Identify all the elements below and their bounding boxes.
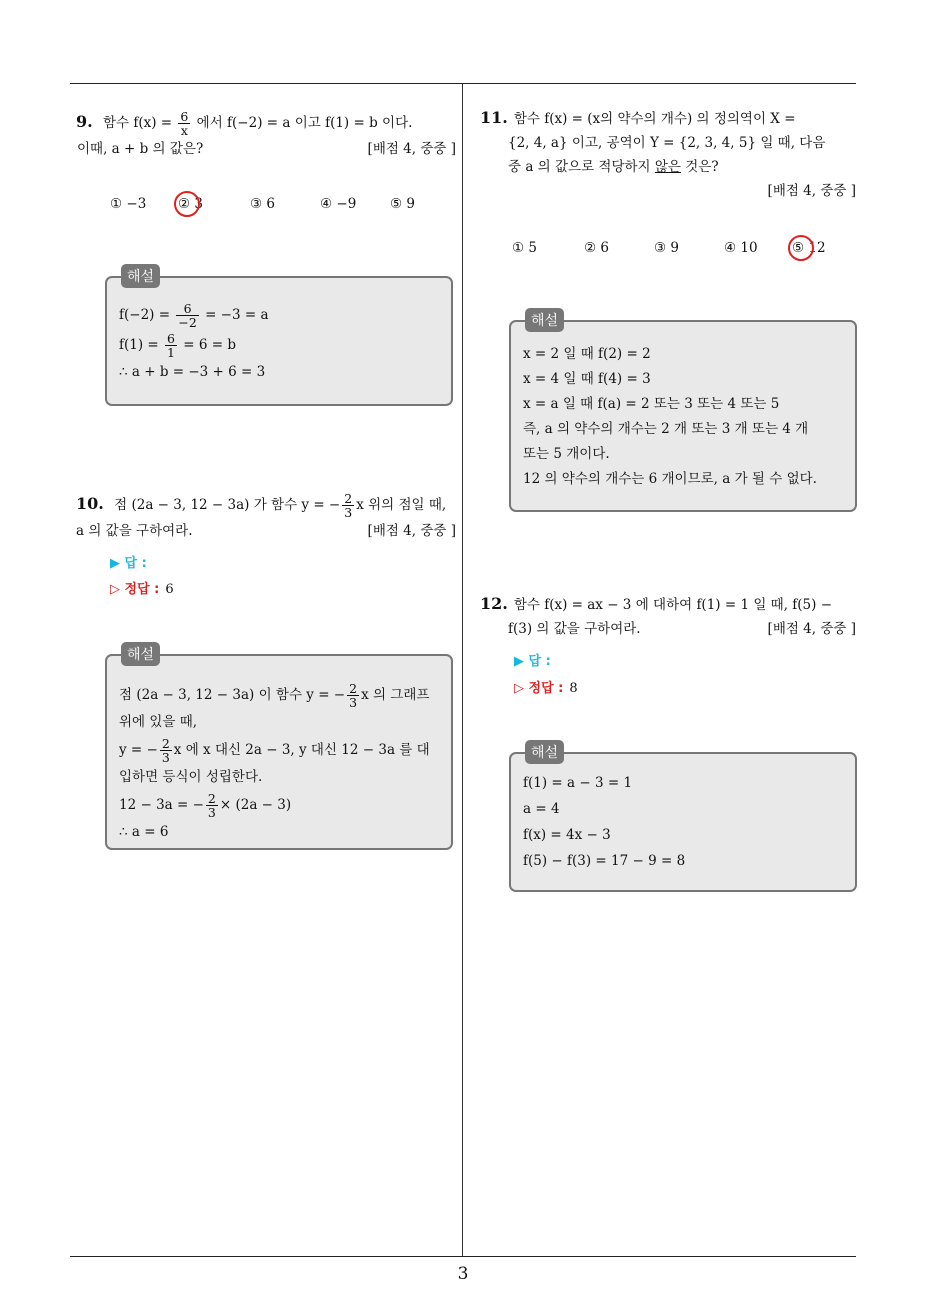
q10-sol-line-2: 위에 있을 때, bbox=[119, 714, 198, 730]
q9-line1 bbox=[76, 110, 456, 137]
q10-answer-field[interactable]: ▶ 답 : bbox=[110, 556, 147, 571]
q10-fraction: $\frac{2}{3}$ bbox=[344, 491, 353, 520]
q9-text-pre: 함수 f(x) = bbox=[103, 115, 173, 131]
q11-meta-line bbox=[480, 179, 856, 203]
q9-sol-line-1: f(−2) = $\frac{6}{-2}$ = −3 = a bbox=[119, 301, 269, 330]
q9-line2: 이때, a + b 의 값은? [배점 4, 중중 ] bbox=[76, 137, 456, 161]
q11-number: 11. bbox=[480, 108, 508, 127]
question-9 bbox=[76, 110, 456, 161]
q10-sol-line-1: 점 (2a − 3, 12 − 3a) 이 함수 y = − $\frac{2}{3}$ x 의 그래프 bbox=[119, 681, 430, 710]
q11-solution-box bbox=[509, 313, 857, 512]
q12-meta: [배점 4, 중중 ] bbox=[767, 621, 856, 637]
q10-line1: 10. 점 (2a − 3, 12 − 3a) 가 함수 y = − $\frac{2}{3}$ x 위의 점일 때, bbox=[76, 491, 447, 520]
q11-sol-line-1: x = 2 일 때 f(2) = 2 bbox=[523, 346, 651, 362]
q9-sol-line-3: ∴ a + b = −3 + 6 = 3 bbox=[119, 364, 266, 380]
q11-answer-mark-circle bbox=[788, 235, 814, 261]
q9-choice-3[interactable]: ③ 6 bbox=[250, 196, 275, 212]
q11-sol-line-6: 12 의 약수의 개수는 6 개이므로, a 가 될 수 없다. bbox=[523, 471, 817, 487]
q10-sol-line-6: ∴ a = 6 bbox=[119, 824, 169, 840]
q12-line1: 12. 함수 f(x) = ax − 3 에 대하여 f(1) = 1 일 때, f(5) − bbox=[480, 594, 833, 613]
q10-line2: a 의 값을 구하여라. [배점 4, 중중 ] bbox=[76, 519, 456, 543]
q11-sol-line-2: x = 4 일 때 f(4) = 3 bbox=[523, 371, 651, 387]
top-rule bbox=[70, 83, 856, 84]
q11-line3: 중 a 의 값으로 적당하지 않은 것은? bbox=[508, 159, 719, 175]
q11-meta: [배점 4, 중중 ] bbox=[767, 183, 856, 199]
q10-sol-line-3: y = − $\frac{2}{3}$ x 에 x 대신 2a − 3, y 대신 12 − 3a 를 대 bbox=[119, 736, 430, 765]
q11-line1: 11. 함수 f(x) = (x의 약수의 개수) 의 정의역이 X = bbox=[480, 108, 796, 127]
q11-choice-5[interactable]: ⑤ 12 bbox=[792, 240, 826, 256]
q12-sol-line-4: f(5) − f(3) = 17 − 9 = 8 bbox=[523, 853, 686, 869]
q11-sol-line-3: x = a 일 때 f(a) = 2 또는 3 또는 4 또는 5 bbox=[523, 396, 780, 412]
q11-line2: {2, 4, a} 이고, 공역이 Y = {2, 3, 4, 5} 일 때, 다음 bbox=[508, 135, 826, 151]
q10-solution-box bbox=[105, 647, 453, 850]
q11-sol-line-5: 또는 5 개이다. bbox=[523, 446, 610, 462]
q11-choice-2[interactable]: ② 6 bbox=[584, 240, 609, 256]
q10-solution-line: ▷ 정답 : 6 bbox=[110, 582, 174, 597]
q9-sol-line-2: f(1) = $\frac{6}{1}$ = 6 = b bbox=[119, 331, 237, 360]
q12-sol-line-1: f(1) = a − 3 = 1 bbox=[523, 775, 633, 791]
q11-choice-3[interactable]: ③ 9 bbox=[654, 240, 679, 256]
q9-choice-1[interactable]: ① −3 bbox=[110, 196, 147, 212]
q11-choice-4[interactable]: ④ 10 bbox=[724, 240, 758, 256]
q12-solution-box bbox=[509, 745, 857, 892]
q9-choice-4[interactable]: ④ −9 bbox=[320, 196, 357, 212]
q9-choice-5[interactable]: ⑤ 9 bbox=[390, 196, 415, 212]
q9-number: 9. bbox=[76, 112, 93, 131]
q11-choice-1[interactable]: ① 5 bbox=[512, 240, 537, 256]
column-divider bbox=[462, 84, 463, 1256]
q9-solution-box bbox=[105, 269, 453, 406]
q12-line2: f(3) 의 값을 구하여라. [배점 4, 중중 ] bbox=[480, 617, 856, 641]
q12-answer-field[interactable]: ▶ 답 : bbox=[514, 654, 551, 669]
q9-meta: [배점 4, 중중 ] bbox=[367, 141, 456, 157]
q9-solution-tag: 해설 bbox=[121, 264, 160, 288]
q12-solution-line: ▷ 정답 : 8 bbox=[514, 681, 578, 696]
question-12 bbox=[480, 592, 856, 641]
q9-fraction: $\frac{6}{x}$ bbox=[180, 109, 189, 138]
q12-number: 12. bbox=[480, 594, 508, 613]
bottom-rule bbox=[70, 1256, 856, 1257]
page-number: 3 bbox=[457, 1264, 469, 1284]
q12-solution-tag: 해설 bbox=[525, 740, 564, 764]
q10-meta: [배점 4, 중중 ] bbox=[367, 523, 456, 539]
q10-sol-line-4: 입하면 등식이 성립한다. bbox=[119, 769, 263, 785]
q11-sol-line-4: 즉, a 의 약수의 개수는 2 개 또는 3 개 또는 4 개 bbox=[523, 421, 809, 437]
q9-answer-mark-circle bbox=[174, 191, 200, 217]
question-11 bbox=[480, 106, 856, 203]
q10-solution-tag: 해설 bbox=[121, 642, 160, 666]
q9-choice-2[interactable]: ② 3 bbox=[178, 196, 203, 212]
q12-sol-line-2: a = 4 bbox=[523, 801, 560, 817]
q10-number: 10. bbox=[76, 494, 104, 513]
q11-solution-tag: 해설 bbox=[525, 308, 564, 332]
q9-text-post: 에서 f(−2) = a 이고 f(1) = b 이다. bbox=[196, 115, 413, 131]
question-10 bbox=[76, 492, 456, 543]
q12-sol-line-3: f(x) = 4x − 3 bbox=[523, 827, 611, 843]
q10-sol-line-5: 12 − 3a = − $\frac{2}{3}$ × (2a − 3) bbox=[119, 791, 292, 820]
